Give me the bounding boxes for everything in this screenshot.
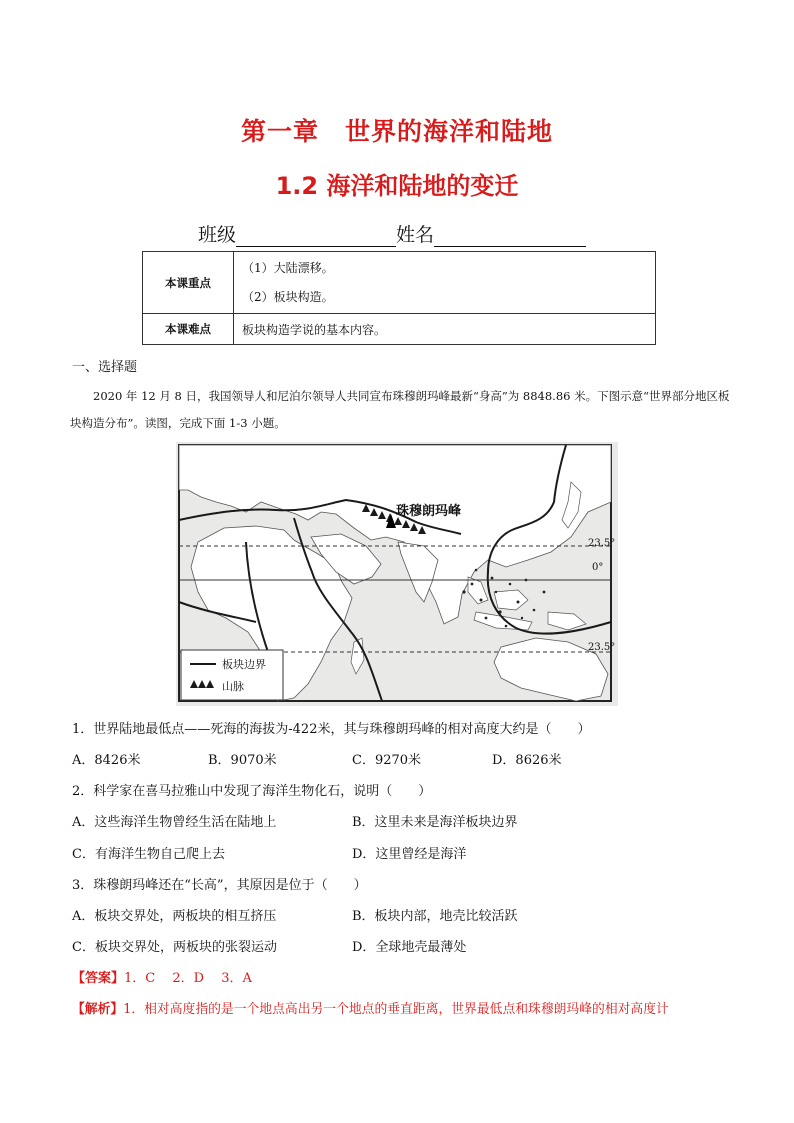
name-label: 姓名 xyxy=(396,224,435,246)
analysis-line xyxy=(72,998,669,1017)
lat-label-north: 23.5° xyxy=(588,538,616,549)
lat-label-south: 23.5° xyxy=(588,642,616,653)
section-heading: 一、选择题 xyxy=(72,360,138,375)
legend-boundary-label: 板块边界 xyxy=(222,658,266,671)
question-1-option-a[interactable]: A．8426米 xyxy=(72,753,141,768)
plate-tectonics-map xyxy=(176,442,618,706)
lat-label-equator: 0° xyxy=(592,562,604,573)
difficulty-text: 板块构造学说的基本内容。 xyxy=(234,314,656,345)
focus-item: （2）板块构造。 xyxy=(242,289,334,304)
question-1-option-c[interactable]: C．9270米 xyxy=(352,753,422,768)
section-title: 1.2 海洋和陆地的变迁 xyxy=(275,172,519,200)
question-3-option-d[interactable]: D．全球地壳最薄处 xyxy=(352,940,467,955)
question-2-option-d[interactable]: D．这里曾经是海洋 xyxy=(352,847,467,862)
question-2-option-c[interactable]: C．有海洋生物自己爬上去 xyxy=(72,847,225,862)
analysis-tag: 【解析】 xyxy=(72,1002,124,1017)
question-1-option-d[interactable]: D．8626米 xyxy=(492,753,562,768)
question-3-stem: 3．珠穆朗玛峰还在“长高”，其原因是位于（ ） xyxy=(72,878,367,893)
question-2-option-a[interactable]: A．这些海洋生物曾经生活在陆地上 xyxy=(72,815,277,830)
question-3-option-b[interactable]: B．板块内部，地壳比较活跃 xyxy=(352,909,518,924)
question-stem: 2020 年 12 月 8 日，我国领导人和尼泊尔领导人共同宣布珠穆朗玛峰最新“身高”为 8848.86 米。下图示意“世界部分地区板块构造分布”。读图，完成下面 1-3 小题。 xyxy=(70,389,730,430)
peak-label: 珠穆朗玛峰 xyxy=(396,504,462,519)
answer-line xyxy=(72,967,252,986)
focus-item: （1）大陆漂移。 xyxy=(242,260,334,275)
question-2-stem: 2．科学家在喜马拉雅山中发现了海洋生物化石，说明（ ） xyxy=(72,784,432,799)
lesson-key-table xyxy=(142,251,656,345)
question-3-option-a[interactable]: A．板块交界处，两板块的相互挤压 xyxy=(72,909,277,924)
answer-tag: 【答案】 xyxy=(72,971,125,986)
question-3-option-c[interactable]: C．板块交界处，两板块的张裂运动 xyxy=(72,940,277,955)
legend-mountain-label: 山脉 xyxy=(222,680,244,693)
question-1-option-b[interactable]: B．9070米 xyxy=(208,753,277,768)
chapter-title: 第一章 世界的海洋和陆地 xyxy=(240,117,553,146)
focus-cell xyxy=(234,252,656,314)
name-blank[interactable] xyxy=(434,226,586,247)
class-label: 班级 xyxy=(198,224,237,246)
analysis-text: 1．相对高度指的是一个地点高出另一个地点的垂直距离，世界最低点和珠穆朗玛峰的相对高度计 xyxy=(123,1002,669,1017)
class-blank[interactable] xyxy=(236,226,396,247)
focus-label: 本课重点 xyxy=(143,252,234,314)
class-name-line xyxy=(198,220,586,247)
question-1-stem: 1．世界陆地最低点——死海的海拔为-422米，其与珠穆朗玛峰的相对高度大约是（ ） xyxy=(72,722,591,737)
question-2-option-b[interactable]: B．这里未来是海洋板块边界 xyxy=(352,815,518,830)
difficulty-label: 本课难点 xyxy=(143,314,234,345)
answer-text: 1．C 2．D 3．A xyxy=(124,971,252,986)
